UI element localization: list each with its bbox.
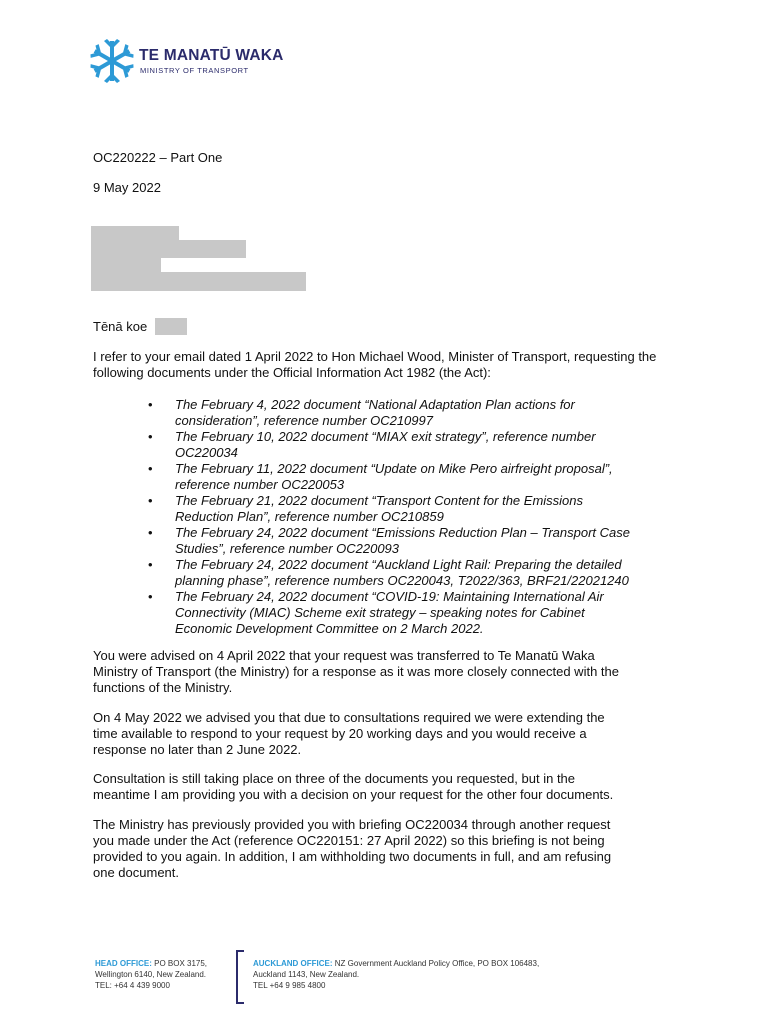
redaction-block bbox=[155, 318, 187, 335]
logo-name: TE MANATŪ WAKA bbox=[139, 47, 284, 64]
list-item: • The February 21, 2022 document “Transport Content for the Emissions Reduction Plan”, reference number OC210859 bbox=[145, 493, 630, 525]
auckland-office-label: AUCKLAND OFFICE: bbox=[253, 959, 333, 968]
logo-subtitle: MINISTRY OF TRANSPORT bbox=[140, 66, 249, 75]
auckland-office-text: NZ Government Auckland Policy Office, PO BOX 106483, Auckland 1143, New Zealand. TEL +64 9 985 4800 bbox=[253, 959, 540, 990]
intro-paragraph: I refer to your email dated 1 April 2022 to Hon Michael Wood, Minister of Transport, requesting the following documents under the Official Information Act 1982 (the Act): bbox=[93, 349, 657, 380]
list-item: • The February 24, 2022 document “Emissions Reduction Plan – Transport Case Studies”, reference number OC220093 bbox=[145, 525, 630, 557]
list-item: • The February 10, 2022 document “MIAX exit strategy”, reference number OC220034 bbox=[145, 429, 630, 461]
body-paragraph-text: The Ministry has previously provided you with briefing OC220034 through another request you made under the Act (reference OC220151: 27 April 2022) so this briefing is not being provided to you again. In addition, I am withholding two documents in full, and am refusing one document. bbox=[93, 817, 612, 880]
list-item: • The February 24, 2022 document “COVID-19: Maintaining International Air Connectivity (MIAC) Scheme exit strategy – speaking notes for Cabinet Economic Development Committee on 2 March 2022. bbox=[145, 589, 630, 637]
list-item: • The February 4, 2022 document “National Adaptation Plan actions for consideration”, reference number OC210997 bbox=[145, 397, 630, 429]
greeting bbox=[93, 318, 187, 335]
body-paragraph bbox=[93, 817, 703, 881]
list-item: • The February 11, 2022 document “Update on Mike Pero airfreight proposal”, reference number OC220053 bbox=[145, 461, 630, 493]
body-paragraph bbox=[93, 710, 703, 758]
body-paragraph bbox=[93, 648, 703, 696]
greeting-text: Tēnā koe bbox=[93, 319, 148, 334]
head-office-text: PO BOX 3175, Wellington 6140, New Zealand. TEL: +64 4 439 9000 bbox=[95, 959, 208, 990]
list-item: • The February 24, 2022 document “Auckland Light Rail: Preparing the detailed planning phase”, reference numbers OC220043, T2022/363, BRF21/22021240 bbox=[145, 557, 630, 589]
letter-date: 9 May 2022 bbox=[93, 180, 161, 195]
head-office-label: HEAD OFFICE: bbox=[95, 959, 152, 968]
redaction-block bbox=[91, 272, 306, 291]
body-paragraph-text: You were advised on 4 April 2022 that your request was transferred to Te Manatū Waka Ministry of Transport (the Ministry) for a response as it was more closely connected with the functions of the Ministry. bbox=[93, 648, 619, 695]
requested-documents-list bbox=[145, 397, 630, 637]
body-paragraph-text: On 4 May 2022 we advised you that due to consultations required we were extending the time available to respond to your request by 20 working days and you would receive a response no later than 2 June 2022. bbox=[93, 710, 605, 757]
redaction-block bbox=[91, 240, 246, 258]
redaction-block bbox=[91, 258, 161, 272]
ministry-logo bbox=[89, 38, 329, 84]
head-office-address bbox=[95, 958, 207, 991]
auckland-office-address bbox=[253, 958, 539, 991]
body-paragraph-text: Consultation is still taking place on three of the documents you requested, but in the meantime I am providing you with a decision on your request for the other four documents. bbox=[93, 771, 614, 802]
body-paragraph bbox=[93, 771, 703, 803]
footer-divider bbox=[236, 950, 244, 1004]
redaction-block bbox=[91, 226, 179, 240]
letter-reference: OC220222 – Part One bbox=[93, 150, 223, 165]
koru-star-logo-icon bbox=[89, 38, 135, 84]
